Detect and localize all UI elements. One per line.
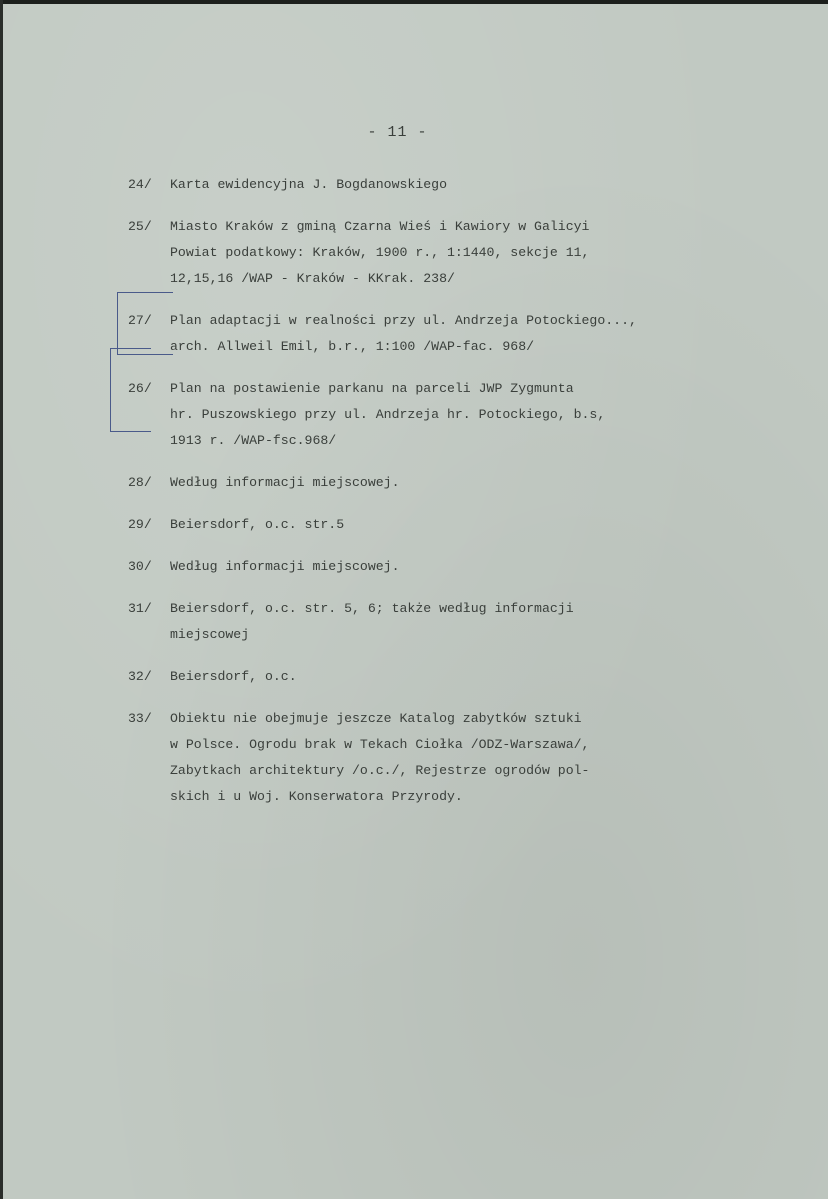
footnote-number: 30/ bbox=[128, 559, 152, 574]
footnote-list bbox=[128, 172, 768, 826]
footnote-entry bbox=[128, 706, 768, 810]
footnote-entry bbox=[128, 172, 768, 198]
footnote-text: Według informacji miejscowej. bbox=[170, 475, 400, 490]
footnote-text: Beiersdorf, o.c. str.5 bbox=[170, 517, 345, 532]
footnote-number: 24/ bbox=[128, 177, 152, 192]
footnote-number: 26/ bbox=[128, 381, 152, 396]
footnote-text: Beiersdorf, o.c. bbox=[170, 669, 297, 684]
footnote-number: 33/ bbox=[128, 711, 152, 726]
footnote-text: Beiersdorf, o.c. str. 5, 6; także według informacji miejscowej bbox=[170, 601, 574, 642]
footnote-text: Obiektu nie obejmuje jeszcze Katalog zabytków sztuki w Polsce. Ogrodu brak w Tekach Ciołka /ODZ-Warszawa/, Zabytkach architektury /o.c./, Rejestrze ogrodów pol- skich i u Woj. Konserwatora Przyrody. bbox=[170, 711, 590, 804]
footnote-entry bbox=[128, 376, 768, 454]
footnote-number: 32/ bbox=[128, 669, 152, 684]
footnote-text: Karta ewidencyjna J. Bogdanowskiego bbox=[170, 177, 447, 192]
footnote-entry bbox=[128, 664, 768, 690]
footnote-entry bbox=[128, 470, 768, 496]
footnote-number: 27/ bbox=[128, 313, 152, 328]
scan-top-edge bbox=[0, 0, 828, 4]
footnote-number: 28/ bbox=[128, 475, 152, 490]
footnote-number: 25/ bbox=[128, 219, 152, 234]
footnote-number: 29/ bbox=[128, 517, 152, 532]
footnote-entry bbox=[128, 214, 768, 292]
footnote-text: Plan na postawienie parkanu na parceli JWP Zygmunta hr. Puszowskiego przy ul. Andrzeja hr. Potockiego, b.s, 1913 r. /WAP-fsc.968/ bbox=[170, 381, 606, 448]
footnote-text: Miasto Kraków z gminą Czarna Wieś i Kawiory w Galicyi Powiat podatkowy: Kraków, 1900 r., 1:1440, sekcje 11, 12,15,16 /WAP - Kraków - KKrak. 238/ bbox=[170, 219, 590, 286]
footnote-text: Plan adaptacji w realności przy ul. Andrzeja Potockiego..., arch. Allweil Emil, b.r., 1:100 /WAP-fac. 968/ bbox=[170, 313, 637, 354]
page-number: - 11 - bbox=[367, 124, 428, 141]
footnote-number: 31/ bbox=[128, 601, 152, 616]
footnote-entry bbox=[128, 554, 768, 580]
footnote-entry bbox=[128, 596, 768, 648]
footnote-entry bbox=[128, 512, 768, 538]
footnote-entry bbox=[128, 308, 768, 360]
scan-left-edge bbox=[0, 0, 3, 1199]
footnote-text: Według informacji miejscowej. bbox=[170, 559, 400, 574]
